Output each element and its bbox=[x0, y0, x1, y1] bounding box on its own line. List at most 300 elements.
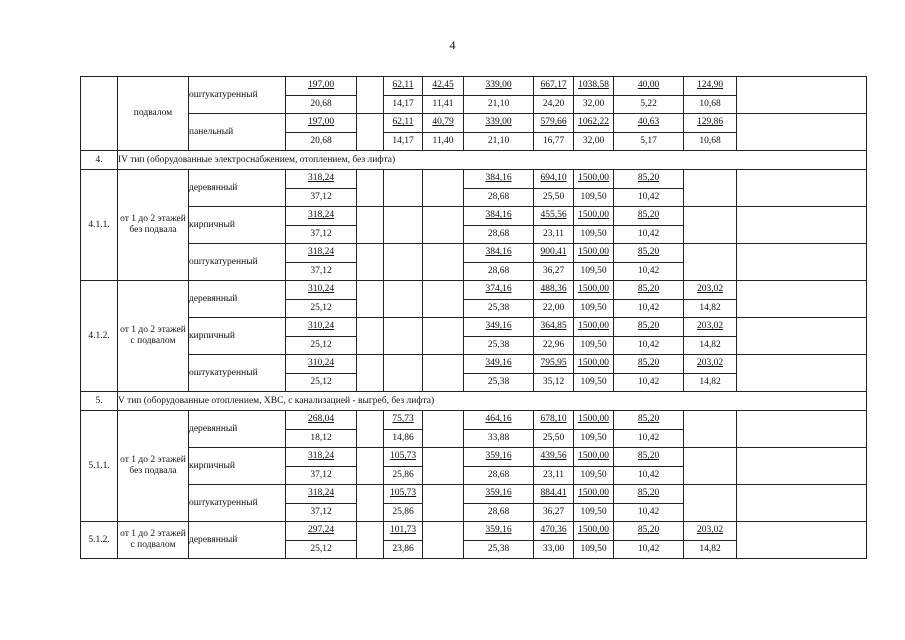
value-cell bbox=[357, 114, 384, 151]
value-cell bbox=[534, 114, 574, 151]
value-cell bbox=[534, 448, 574, 485]
value-pair bbox=[423, 77, 463, 113]
value-cell bbox=[614, 281, 684, 318]
value-top bbox=[574, 448, 613, 467]
value-pair bbox=[574, 448, 613, 484]
material-label: деревянный bbox=[189, 170, 286, 207]
value-top bbox=[534, 318, 573, 337]
tariff-value: 1062,22 bbox=[578, 117, 609, 128]
value-cell bbox=[737, 448, 867, 485]
value-bottom: 18,12 bbox=[310, 432, 332, 443]
value-pair bbox=[574, 411, 613, 447]
value-pair bbox=[534, 207, 573, 243]
value-bottom: 23,11 bbox=[542, 228, 565, 239]
value-bottom: 11,41 bbox=[432, 98, 454, 109]
value-cell bbox=[614, 522, 684, 559]
tariff-value: 439,56 bbox=[540, 451, 567, 462]
value-top bbox=[464, 207, 533, 226]
value-cell bbox=[574, 281, 614, 318]
value-top bbox=[684, 522, 736, 541]
value-bottom: 37,12 bbox=[310, 506, 332, 517]
value-pair bbox=[384, 485, 422, 521]
value-bottom: 5,22 bbox=[640, 98, 657, 109]
value-pair bbox=[286, 244, 356, 280]
value-cell bbox=[357, 485, 384, 522]
value-cell bbox=[574, 355, 614, 392]
tariff-value: 318,24 bbox=[307, 488, 335, 499]
value-pair bbox=[534, 244, 573, 280]
value-bottom: 23,86 bbox=[392, 543, 414, 554]
tariff-value: 359,16 bbox=[485, 488, 512, 499]
value-cell bbox=[423, 244, 464, 281]
tariff-value: 579,66 bbox=[540, 117, 567, 128]
value-bottom: 25,38 bbox=[487, 543, 510, 554]
tariff-value: 62,11 bbox=[392, 80, 414, 91]
value-pair bbox=[464, 448, 533, 484]
item-number: 4.1.1. bbox=[81, 170, 118, 281]
value-cell bbox=[574, 448, 614, 485]
value-top bbox=[614, 114, 683, 133]
value-pair bbox=[534, 281, 573, 317]
value-cell bbox=[737, 355, 867, 392]
tariff-value: 1500,00 bbox=[578, 210, 609, 221]
value-top bbox=[286, 170, 356, 189]
value-bottom: 109,50 bbox=[580, 543, 607, 554]
value-pair bbox=[286, 448, 356, 484]
value-pair bbox=[534, 170, 573, 206]
value-pair bbox=[286, 411, 356, 447]
value-pair bbox=[574, 170, 613, 206]
value-pair bbox=[464, 485, 533, 521]
value-pair bbox=[614, 448, 683, 484]
tariff-value: 85,20 bbox=[637, 247, 660, 258]
tariff-value: 900,41 bbox=[540, 247, 567, 258]
tariff-value: 203,02 bbox=[696, 358, 724, 369]
value-pair bbox=[423, 114, 463, 150]
tariff-value: 85,20 bbox=[637, 210, 660, 221]
value-bottom: 5,17 bbox=[640, 135, 657, 146]
value-cell bbox=[614, 77, 684, 114]
value-bottom: 25,86 bbox=[392, 469, 414, 480]
value-cell bbox=[614, 448, 684, 485]
value-pair bbox=[286, 522, 356, 558]
value-top bbox=[534, 114, 573, 133]
value-bottom: 10,42 bbox=[637, 469, 660, 480]
tariff-value: 85,20 bbox=[637, 525, 660, 536]
value-cell bbox=[423, 448, 464, 485]
tariff-value: 488,36 bbox=[540, 284, 567, 295]
value-top bbox=[464, 411, 533, 430]
value-cell bbox=[384, 522, 423, 559]
value-cell bbox=[384, 207, 423, 244]
material-label: оштукатуренный bbox=[189, 485, 286, 522]
value-bottom: 10,42 bbox=[637, 228, 660, 239]
value-pair bbox=[534, 522, 573, 558]
value-pair bbox=[614, 281, 683, 317]
value-pair bbox=[684, 281, 736, 317]
value-cell bbox=[464, 448, 534, 485]
tariff-value: 694,10 bbox=[540, 173, 567, 184]
value-pair bbox=[684, 114, 736, 150]
tariff-value: 795,95 bbox=[540, 358, 567, 369]
value-pair bbox=[464, 244, 533, 280]
value-pair bbox=[684, 522, 736, 558]
value-cell bbox=[384, 448, 423, 485]
value-top bbox=[684, 281, 736, 300]
value-cell bbox=[423, 411, 464, 448]
value-pair bbox=[286, 355, 356, 391]
value-cell bbox=[357, 77, 384, 114]
value-top bbox=[574, 77, 613, 96]
value-bottom: 20,68 bbox=[310, 98, 332, 109]
value-top bbox=[534, 170, 573, 189]
value-pair bbox=[384, 411, 422, 447]
tariff-value: 85,20 bbox=[637, 321, 660, 332]
value-top bbox=[684, 355, 736, 374]
category-label: от 1 до 2 этажей с подвалом bbox=[118, 522, 189, 559]
value-bottom: 109,50 bbox=[580, 376, 607, 387]
tariff-value: 678,10 bbox=[540, 414, 567, 425]
value-cell bbox=[737, 485, 867, 522]
value-top bbox=[286, 114, 356, 133]
value-top bbox=[614, 318, 683, 337]
value-bottom: 10,42 bbox=[637, 302, 660, 313]
value-pair bbox=[534, 77, 573, 113]
value-cell bbox=[423, 522, 464, 559]
table-row bbox=[81, 485, 867, 522]
value-bottom: 35,12 bbox=[542, 376, 565, 387]
material-label: оштукатуренный bbox=[189, 355, 286, 392]
value-cell bbox=[684, 411, 737, 448]
value-top bbox=[614, 355, 683, 374]
value-bottom: 11,40 bbox=[432, 135, 454, 146]
value-cell bbox=[423, 207, 464, 244]
value-cell bbox=[423, 318, 464, 355]
value-bottom: 10,42 bbox=[637, 432, 660, 443]
value-cell bbox=[614, 355, 684, 392]
value-cell bbox=[614, 207, 684, 244]
tariff-value: 349,16 bbox=[485, 321, 512, 332]
item-number: 5.1.1. bbox=[81, 411, 118, 522]
table-row bbox=[81, 522, 867, 559]
value-cell bbox=[574, 244, 614, 281]
tariff-value: 359,16 bbox=[485, 525, 512, 536]
value-cell bbox=[614, 485, 684, 522]
value-pair bbox=[464, 207, 533, 243]
table-row bbox=[81, 244, 867, 281]
value-pair bbox=[614, 170, 683, 206]
value-top bbox=[464, 77, 533, 96]
value-cell bbox=[534, 318, 574, 355]
value-bottom: 10,42 bbox=[637, 339, 660, 350]
value-bottom: 25,38 bbox=[487, 376, 510, 387]
value-top bbox=[534, 411, 573, 430]
table-row bbox=[81, 355, 867, 392]
material-label: кирпичный bbox=[189, 448, 286, 485]
value-pair bbox=[464, 77, 533, 113]
value-bottom: 25,86 bbox=[392, 506, 414, 517]
value-bottom: 10,42 bbox=[637, 191, 660, 202]
value-bottom: 25,38 bbox=[487, 302, 510, 313]
value-top bbox=[464, 522, 533, 541]
value-top bbox=[384, 485, 422, 504]
tariff-value: 268,04 bbox=[307, 414, 335, 425]
value-bottom: 24,20 bbox=[542, 98, 565, 109]
value-top bbox=[684, 114, 736, 133]
value-cell bbox=[464, 522, 534, 559]
tariff-value: 203,02 bbox=[696, 284, 724, 295]
value-bottom: 37,12 bbox=[310, 469, 332, 480]
section-number: 4. bbox=[81, 151, 118, 170]
value-cell bbox=[534, 485, 574, 522]
value-pair bbox=[464, 170, 533, 206]
value-cell bbox=[534, 207, 574, 244]
tariff-value: 85,20 bbox=[637, 358, 660, 369]
value-pair bbox=[614, 77, 683, 113]
value-pair bbox=[286, 485, 356, 521]
value-cell bbox=[614, 318, 684, 355]
value-bottom: 25,12 bbox=[310, 543, 332, 554]
value-cell bbox=[384, 77, 423, 114]
value-top bbox=[534, 244, 573, 263]
value-top bbox=[614, 411, 683, 430]
tariff-value: 1500,00 bbox=[578, 321, 609, 332]
tariff-value: 40,63 bbox=[637, 117, 660, 128]
value-cell bbox=[737, 318, 867, 355]
value-top bbox=[286, 448, 356, 467]
value-bottom: 14,82 bbox=[699, 302, 721, 313]
value-top bbox=[574, 281, 613, 300]
value-pair bbox=[286, 281, 356, 317]
value-top bbox=[534, 522, 573, 541]
value-cell bbox=[384, 485, 423, 522]
section-row bbox=[81, 151, 867, 170]
value-bottom: 28,68 bbox=[487, 265, 510, 276]
value-top bbox=[286, 77, 356, 96]
section-number: 5. bbox=[81, 392, 118, 411]
value-pair bbox=[574, 355, 613, 391]
value-bottom: 109,50 bbox=[580, 469, 607, 480]
value-top bbox=[286, 318, 356, 337]
value-cell bbox=[534, 355, 574, 392]
value-cell bbox=[384, 318, 423, 355]
tariff-value: 310,24 bbox=[307, 284, 335, 295]
tariff-value: 318,24 bbox=[307, 247, 335, 258]
value-cell bbox=[534, 411, 574, 448]
value-pair bbox=[286, 207, 356, 243]
tariff-value: 884,41 bbox=[540, 488, 567, 499]
value-cell bbox=[286, 522, 357, 559]
value-cell bbox=[737, 114, 867, 151]
value-bottom: 14,17 bbox=[392, 135, 414, 146]
value-pair bbox=[464, 114, 533, 150]
value-bottom: 37,12 bbox=[310, 265, 332, 276]
tariff-value: 667,17 bbox=[540, 80, 567, 91]
value-bottom: 14,82 bbox=[699, 376, 721, 387]
value-bottom: 28,68 bbox=[487, 228, 510, 239]
value-bottom: 109,50 bbox=[580, 432, 607, 443]
value-cell bbox=[684, 318, 737, 355]
value-bottom: 32,00 bbox=[582, 135, 605, 146]
value-cell bbox=[464, 170, 534, 207]
tariff-value: 75,73 bbox=[392, 414, 414, 425]
value-cell bbox=[464, 244, 534, 281]
value-top bbox=[574, 411, 613, 430]
table-row bbox=[81, 77, 867, 114]
value-cell bbox=[286, 355, 357, 392]
value-bottom: 28,68 bbox=[487, 506, 510, 517]
tariff-value: 62,11 bbox=[392, 117, 414, 128]
value-bottom: 37,12 bbox=[310, 228, 332, 239]
tariff-value: 1500,00 bbox=[578, 284, 609, 295]
value-cell bbox=[684, 77, 737, 114]
section-title: IV тип (оборудованные электроснабжением, отоплением, без лифта) bbox=[118, 151, 867, 170]
tariff-value: 85,20 bbox=[637, 173, 660, 184]
value-top bbox=[286, 485, 356, 504]
value-cell bbox=[286, 77, 357, 114]
tariff-value: 1500,00 bbox=[578, 358, 609, 369]
tariff-value: 384,16 bbox=[485, 210, 512, 221]
value-cell bbox=[574, 114, 614, 151]
value-cell bbox=[423, 77, 464, 114]
value-top bbox=[574, 114, 613, 133]
value-bottom: 28,68 bbox=[487, 191, 510, 202]
value-top bbox=[534, 207, 573, 226]
item-number: 5.1.2. bbox=[81, 522, 118, 559]
value-top bbox=[614, 522, 683, 541]
value-pair bbox=[384, 77, 422, 113]
value-cell bbox=[286, 448, 357, 485]
tariff-value: 197,00 bbox=[307, 80, 335, 91]
value-cell bbox=[286, 207, 357, 244]
value-bottom: 22,00 bbox=[542, 302, 565, 313]
value-bottom: 25,50 bbox=[542, 191, 565, 202]
value-cell bbox=[684, 114, 737, 151]
value-cell bbox=[614, 244, 684, 281]
value-pair bbox=[574, 281, 613, 317]
value-cell bbox=[423, 485, 464, 522]
value-pair bbox=[574, 207, 613, 243]
value-top bbox=[286, 411, 356, 430]
tariff-value: 85,20 bbox=[637, 451, 660, 462]
value-bottom: 109,50 bbox=[580, 302, 607, 313]
value-pair bbox=[574, 114, 613, 150]
tariff-value: 318,24 bbox=[307, 210, 335, 221]
tariff-value: 1038,58 bbox=[578, 80, 609, 91]
value-pair bbox=[384, 448, 422, 484]
value-top bbox=[534, 485, 573, 504]
value-cell bbox=[574, 77, 614, 114]
value-cell bbox=[357, 355, 384, 392]
value-cell bbox=[737, 170, 867, 207]
value-bottom: 10,42 bbox=[637, 376, 660, 387]
value-pair bbox=[384, 114, 422, 150]
table-row bbox=[81, 207, 867, 244]
tariff-value: 339,00 bbox=[485, 117, 512, 128]
value-pair bbox=[534, 318, 573, 354]
value-bottom: 14,17 bbox=[392, 98, 414, 109]
table-row bbox=[81, 411, 867, 448]
value-top bbox=[684, 318, 736, 337]
value-cell bbox=[357, 244, 384, 281]
value-pair bbox=[286, 318, 356, 354]
value-pair bbox=[614, 114, 683, 150]
value-top bbox=[574, 522, 613, 541]
category-label: подвалом bbox=[118, 77, 189, 151]
value-pair bbox=[464, 318, 533, 354]
tariff-value: 349,16 bbox=[485, 358, 512, 369]
value-pair bbox=[534, 485, 573, 521]
material-label: деревянный bbox=[189, 411, 286, 448]
table-row bbox=[81, 114, 867, 151]
value-pair bbox=[464, 411, 533, 447]
value-bottom: 37,12 bbox=[310, 191, 332, 202]
tariff-value: 318,24 bbox=[307, 173, 335, 184]
value-pair bbox=[614, 207, 683, 243]
value-bottom: 33,00 bbox=[542, 543, 565, 554]
value-cell bbox=[384, 281, 423, 318]
tariff-value: 42,45 bbox=[432, 80, 454, 91]
value-bottom: 14,86 bbox=[392, 432, 414, 443]
value-bottom: 10,42 bbox=[637, 265, 660, 276]
value-cell bbox=[357, 170, 384, 207]
value-cell bbox=[737, 244, 867, 281]
tariff-value: 318,24 bbox=[307, 451, 335, 462]
value-cell bbox=[357, 448, 384, 485]
tariff-value: 85,20 bbox=[637, 414, 660, 425]
value-pair bbox=[286, 114, 356, 150]
tariff-value: 1500,00 bbox=[578, 173, 609, 184]
value-top bbox=[286, 355, 356, 374]
page-number: 4 bbox=[449, 38, 456, 52]
value-pair bbox=[464, 355, 533, 391]
value-bottom: 25,12 bbox=[310, 376, 332, 387]
value-cell bbox=[684, 355, 737, 392]
value-cell bbox=[384, 170, 423, 207]
value-bottom: 36,27 bbox=[542, 265, 565, 276]
value-top bbox=[614, 77, 683, 96]
tariff-value: 384,16 bbox=[485, 247, 512, 258]
value-top bbox=[464, 448, 533, 467]
value-bottom: 109,50 bbox=[580, 265, 607, 276]
value-cell bbox=[464, 485, 534, 522]
value-bottom: 33,88 bbox=[487, 432, 510, 443]
value-cell bbox=[534, 244, 574, 281]
material-label: деревянный bbox=[189, 281, 286, 318]
value-bottom: 25,12 bbox=[310, 302, 332, 313]
tariff-value: 297,24 bbox=[307, 525, 335, 536]
value-bottom: 23,11 bbox=[542, 469, 565, 480]
value-cell bbox=[357, 411, 384, 448]
value-pair bbox=[286, 77, 356, 113]
tariff-value: 1500,00 bbox=[578, 247, 609, 258]
value-pair bbox=[534, 411, 573, 447]
tariff-value: 384,16 bbox=[485, 173, 512, 184]
value-bottom: 14,82 bbox=[699, 339, 721, 350]
value-cell bbox=[684, 207, 737, 244]
value-top bbox=[286, 281, 356, 300]
value-cell bbox=[684, 281, 737, 318]
value-cell bbox=[614, 170, 684, 207]
material-label: оштукатуренный bbox=[189, 77, 286, 114]
value-pair bbox=[684, 318, 736, 354]
value-bottom: 20,68 bbox=[310, 135, 332, 146]
value-top bbox=[464, 170, 533, 189]
value-cell bbox=[574, 411, 614, 448]
value-cell bbox=[423, 281, 464, 318]
value-cell bbox=[286, 281, 357, 318]
category-label: от 1 до 2 этажей с подвалом bbox=[118, 281, 189, 392]
